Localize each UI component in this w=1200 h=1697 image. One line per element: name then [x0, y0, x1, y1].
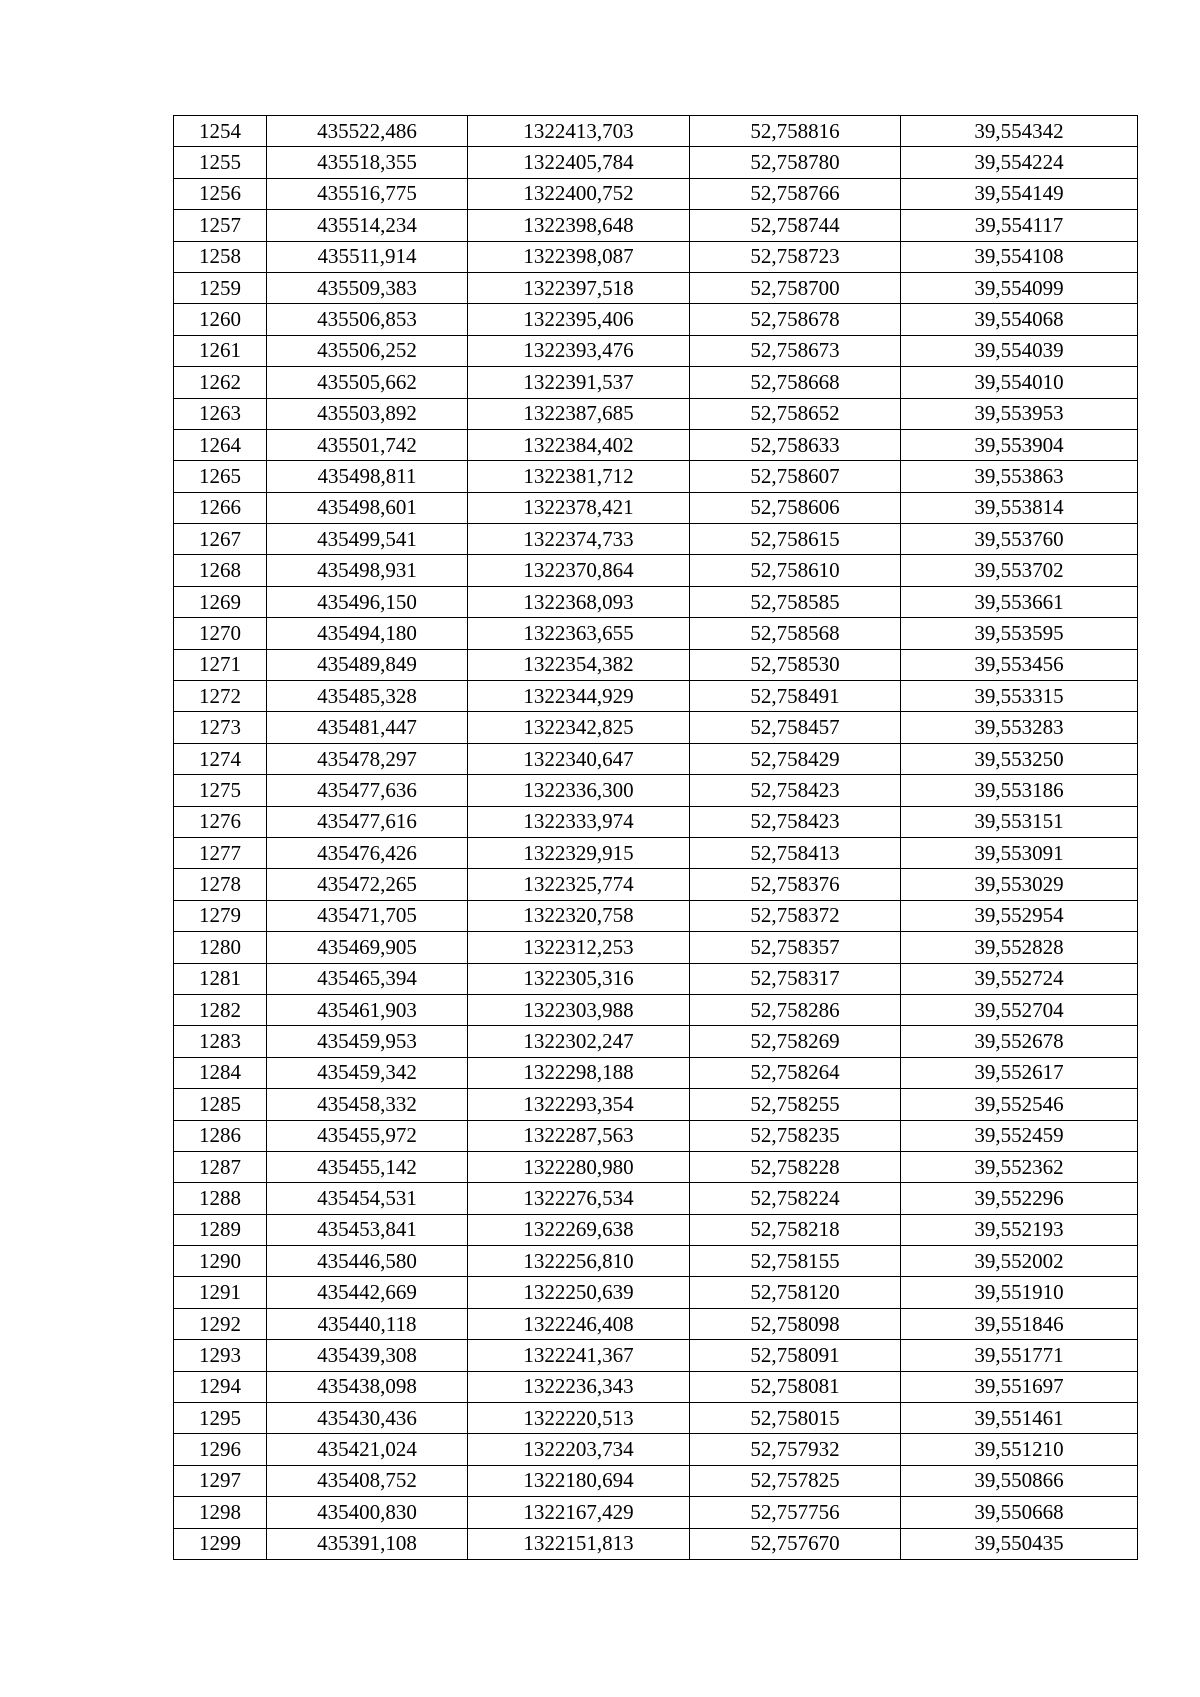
cell-latitude: 52,758372	[690, 900, 901, 931]
table-row	[174, 1183, 1138, 1214]
cell-x-coordinate: 435465,394	[267, 963, 468, 994]
cell-x-coordinate: 435469,905	[267, 932, 468, 963]
cell-latitude: 52,758615	[690, 524, 901, 555]
cell-longitude: 39,553151	[901, 806, 1138, 837]
table-row	[174, 1026, 1138, 1057]
table-row	[174, 586, 1138, 617]
cell-x-coordinate: 435498,931	[267, 555, 468, 586]
cell-longitude: 39,552193	[901, 1214, 1138, 1245]
cell-y-coordinate: 1322393,476	[468, 335, 690, 366]
cell-y-coordinate: 1322374,733	[468, 524, 690, 555]
cell-longitude: 39,554149	[901, 178, 1138, 209]
cell-point-number: 1295	[174, 1403, 267, 1434]
cell-point-number: 1287	[174, 1151, 267, 1182]
cell-latitude: 52,758766	[690, 178, 901, 209]
cell-x-coordinate: 435518,355	[267, 147, 468, 178]
cell-latitude: 52,758286	[690, 994, 901, 1025]
table-row	[174, 806, 1138, 837]
cell-longitude: 39,554108	[901, 241, 1138, 272]
cell-y-coordinate: 1322387,685	[468, 398, 690, 429]
cell-longitude: 39,551846	[901, 1308, 1138, 1339]
cell-y-coordinate: 1322336,300	[468, 775, 690, 806]
cell-longitude: 39,553904	[901, 429, 1138, 460]
table-row	[174, 1497, 1138, 1528]
cell-y-coordinate: 1322397,518	[468, 272, 690, 303]
cell-point-number: 1291	[174, 1277, 267, 1308]
cell-x-coordinate: 435511,914	[267, 241, 468, 272]
cell-longitude: 39,554342	[901, 116, 1138, 147]
cell-longitude: 39,553186	[901, 775, 1138, 806]
cell-x-coordinate: 435476,426	[267, 837, 468, 868]
table-row	[174, 618, 1138, 649]
cell-y-coordinate: 1322405,784	[468, 147, 690, 178]
cell-y-coordinate: 1322398,087	[468, 241, 690, 272]
cell-latitude: 52,758423	[690, 806, 901, 837]
cell-y-coordinate: 1322236,343	[468, 1371, 690, 1402]
table-row	[174, 963, 1138, 994]
cell-longitude: 39,550866	[901, 1465, 1138, 1496]
cell-point-number: 1292	[174, 1308, 267, 1339]
table-row	[174, 994, 1138, 1025]
cell-latitude: 52,758091	[690, 1340, 901, 1371]
table-row	[174, 147, 1138, 178]
cell-latitude: 52,758607	[690, 461, 901, 492]
cell-point-number: 1265	[174, 461, 267, 492]
cell-point-number: 1261	[174, 335, 267, 366]
table-row	[174, 1528, 1138, 1559]
table-row	[174, 116, 1138, 147]
cell-longitude: 39,554068	[901, 304, 1138, 335]
cell-point-number: 1266	[174, 492, 267, 523]
cell-longitude: 39,551771	[901, 1340, 1138, 1371]
cell-longitude: 39,552704	[901, 994, 1138, 1025]
table-row	[174, 555, 1138, 586]
cell-longitude: 39,552617	[901, 1057, 1138, 1088]
cell-longitude: 39,553029	[901, 869, 1138, 900]
cell-x-coordinate: 435439,308	[267, 1340, 468, 1371]
table-row	[174, 1340, 1138, 1371]
cell-latitude: 52,758723	[690, 241, 901, 272]
cell-point-number: 1273	[174, 712, 267, 743]
cell-x-coordinate: 435514,234	[267, 210, 468, 241]
table-row	[174, 304, 1138, 335]
cell-x-coordinate: 435498,811	[267, 461, 468, 492]
cell-x-coordinate: 435516,775	[267, 178, 468, 209]
table-row	[174, 241, 1138, 272]
cell-latitude: 52,758780	[690, 147, 901, 178]
cell-y-coordinate: 1322395,406	[468, 304, 690, 335]
cell-y-coordinate: 1322340,647	[468, 743, 690, 774]
cell-x-coordinate: 435461,903	[267, 994, 468, 1025]
cell-longitude: 39,550435	[901, 1528, 1138, 1559]
cell-latitude: 52,758744	[690, 210, 901, 241]
coordinates-table-body	[174, 116, 1138, 1560]
cell-point-number: 1290	[174, 1246, 267, 1277]
cell-x-coordinate: 435481,447	[267, 712, 468, 743]
cell-x-coordinate: 435471,705	[267, 900, 468, 931]
cell-x-coordinate: 435446,580	[267, 1246, 468, 1277]
table-row	[174, 1465, 1138, 1496]
table-row	[174, 1120, 1138, 1151]
cell-y-coordinate: 1322203,734	[468, 1434, 690, 1465]
cell-x-coordinate: 435477,616	[267, 806, 468, 837]
cell-longitude: 39,553863	[901, 461, 1138, 492]
table-row	[174, 1151, 1138, 1182]
cell-point-number: 1280	[174, 932, 267, 963]
cell-longitude: 39,554039	[901, 335, 1138, 366]
cell-point-number: 1288	[174, 1183, 267, 1214]
cell-x-coordinate: 435458,332	[267, 1089, 468, 1120]
cell-point-number: 1298	[174, 1497, 267, 1528]
cell-y-coordinate: 1322293,354	[468, 1089, 690, 1120]
cell-y-coordinate: 1322287,563	[468, 1120, 690, 1151]
cell-latitude: 52,758413	[690, 837, 901, 868]
cell-point-number: 1285	[174, 1089, 267, 1120]
cell-latitude: 52,758155	[690, 1246, 901, 1277]
cell-latitude: 52,758376	[690, 869, 901, 900]
coordinates-table	[173, 115, 1138, 1560]
cell-latitude: 52,757670	[690, 1528, 901, 1559]
cell-y-coordinate: 1322384,402	[468, 429, 690, 460]
cell-point-number: 1256	[174, 178, 267, 209]
cell-latitude: 52,758568	[690, 618, 901, 649]
cell-longitude: 39,551697	[901, 1371, 1138, 1402]
cell-latitude: 52,758120	[690, 1277, 901, 1308]
cell-x-coordinate: 435430,436	[267, 1403, 468, 1434]
cell-y-coordinate: 1322325,774	[468, 869, 690, 900]
cell-y-coordinate: 1322302,247	[468, 1026, 690, 1057]
table-row	[174, 1089, 1138, 1120]
cell-latitude: 52,758255	[690, 1089, 901, 1120]
cell-y-coordinate: 1322381,712	[468, 461, 690, 492]
cell-point-number: 1282	[174, 994, 267, 1025]
table-row	[174, 1246, 1138, 1277]
cell-point-number: 1293	[174, 1340, 267, 1371]
cell-latitude: 52,758585	[690, 586, 901, 617]
cell-point-number: 1262	[174, 367, 267, 398]
cell-point-number: 1279	[174, 900, 267, 931]
cell-longitude: 39,551910	[901, 1277, 1138, 1308]
cell-x-coordinate: 435498,601	[267, 492, 468, 523]
cell-longitude: 39,554099	[901, 272, 1138, 303]
cell-latitude: 52,758081	[690, 1371, 901, 1402]
cell-latitude: 52,758098	[690, 1308, 901, 1339]
cell-latitude: 52,758317	[690, 963, 901, 994]
cell-point-number: 1260	[174, 304, 267, 335]
cell-point-number: 1299	[174, 1528, 267, 1559]
table-row	[174, 210, 1138, 241]
cell-x-coordinate: 435505,662	[267, 367, 468, 398]
cell-point-number: 1289	[174, 1214, 267, 1245]
cell-x-coordinate: 435408,752	[267, 1465, 468, 1496]
cell-x-coordinate: 435489,849	[267, 649, 468, 680]
table-row	[174, 1277, 1138, 1308]
cell-longitude: 39,553595	[901, 618, 1138, 649]
cell-point-number: 1271	[174, 649, 267, 680]
cell-longitude: 39,553702	[901, 555, 1138, 586]
cell-latitude: 52,758429	[690, 743, 901, 774]
table-row	[174, 429, 1138, 460]
cell-longitude: 39,553661	[901, 586, 1138, 617]
cell-x-coordinate: 435494,180	[267, 618, 468, 649]
cell-longitude: 39,551210	[901, 1434, 1138, 1465]
cell-point-number: 1277	[174, 837, 267, 868]
cell-latitude: 52,758423	[690, 775, 901, 806]
cell-latitude: 52,758678	[690, 304, 901, 335]
cell-y-coordinate: 1322151,813	[468, 1528, 690, 1559]
cell-point-number: 1275	[174, 775, 267, 806]
cell-latitude: 52,758668	[690, 367, 901, 398]
cell-latitude: 52,758606	[690, 492, 901, 523]
cell-y-coordinate: 1322276,534	[468, 1183, 690, 1214]
cell-y-coordinate: 1322280,980	[468, 1151, 690, 1182]
cell-x-coordinate: 435485,328	[267, 681, 468, 712]
cell-point-number: 1281	[174, 963, 267, 994]
cell-point-number: 1276	[174, 806, 267, 837]
cell-x-coordinate: 435421,024	[267, 1434, 468, 1465]
cell-longitude: 39,553091	[901, 837, 1138, 868]
table-row	[174, 649, 1138, 680]
cell-latitude: 52,758491	[690, 681, 901, 712]
cell-longitude: 39,553814	[901, 492, 1138, 523]
cell-latitude: 52,758264	[690, 1057, 901, 1088]
table-row	[174, 492, 1138, 523]
cell-latitude: 52,758652	[690, 398, 901, 429]
table-row	[174, 712, 1138, 743]
cell-longitude: 39,552678	[901, 1026, 1138, 1057]
cell-x-coordinate: 435459,953	[267, 1026, 468, 1057]
table-row	[174, 272, 1138, 303]
cell-y-coordinate: 1322333,974	[468, 806, 690, 837]
table-row	[174, 461, 1138, 492]
cell-latitude: 52,758015	[690, 1403, 901, 1434]
cell-y-coordinate: 1322220,513	[468, 1403, 690, 1434]
cell-latitude: 52,758816	[690, 116, 901, 147]
cell-x-coordinate: 435453,841	[267, 1214, 468, 1245]
cell-y-coordinate: 1322363,655	[468, 618, 690, 649]
cell-latitude: 52,758357	[690, 932, 901, 963]
cell-latitude: 52,758700	[690, 272, 901, 303]
cell-x-coordinate: 435459,342	[267, 1057, 468, 1088]
table-row	[174, 524, 1138, 555]
cell-latitude: 52,758235	[690, 1120, 901, 1151]
cell-x-coordinate: 435501,742	[267, 429, 468, 460]
table-row	[174, 367, 1138, 398]
cell-y-coordinate: 1322378,421	[468, 492, 690, 523]
cell-x-coordinate: 435503,892	[267, 398, 468, 429]
cell-longitude: 39,550668	[901, 1497, 1138, 1528]
cell-y-coordinate: 1322413,703	[468, 116, 690, 147]
cell-longitude: 39,552362	[901, 1151, 1138, 1182]
cell-point-number: 1257	[174, 210, 267, 241]
cell-x-coordinate: 435478,297	[267, 743, 468, 774]
cell-point-number: 1278	[174, 869, 267, 900]
cell-longitude: 39,552724	[901, 963, 1138, 994]
cell-point-number: 1283	[174, 1026, 267, 1057]
cell-point-number: 1269	[174, 586, 267, 617]
cell-latitude: 52,757932	[690, 1434, 901, 1465]
table-row	[174, 178, 1138, 209]
cell-longitude: 39,552546	[901, 1089, 1138, 1120]
cell-x-coordinate: 435522,486	[267, 116, 468, 147]
table-row	[174, 1434, 1138, 1465]
cell-y-coordinate: 1322368,093	[468, 586, 690, 617]
table-row	[174, 932, 1138, 963]
cell-x-coordinate: 435454,531	[267, 1183, 468, 1214]
cell-x-coordinate: 435455,972	[267, 1120, 468, 1151]
cell-x-coordinate: 435440,118	[267, 1308, 468, 1339]
cell-point-number: 1254	[174, 116, 267, 147]
cell-longitude: 39,554224	[901, 147, 1138, 178]
cell-longitude: 39,552459	[901, 1120, 1138, 1151]
cell-x-coordinate: 435509,383	[267, 272, 468, 303]
cell-x-coordinate: 435496,150	[267, 586, 468, 617]
cell-x-coordinate: 435477,636	[267, 775, 468, 806]
cell-y-coordinate: 1322398,648	[468, 210, 690, 241]
cell-x-coordinate: 435455,142	[267, 1151, 468, 1182]
cell-point-number: 1297	[174, 1465, 267, 1496]
table-row	[174, 335, 1138, 366]
cell-longitude: 39,552002	[901, 1246, 1138, 1277]
table-row	[174, 1214, 1138, 1245]
cell-longitude: 39,552828	[901, 932, 1138, 963]
cell-longitude: 39,553456	[901, 649, 1138, 680]
cell-x-coordinate: 435391,108	[267, 1528, 468, 1559]
cell-longitude: 39,553760	[901, 524, 1138, 555]
cell-point-number: 1268	[174, 555, 267, 586]
cell-y-coordinate: 1322354,382	[468, 649, 690, 680]
table-row	[174, 775, 1138, 806]
table-row	[174, 837, 1138, 868]
table-row	[174, 743, 1138, 774]
cell-y-coordinate: 1322246,408	[468, 1308, 690, 1339]
cell-x-coordinate: 435442,669	[267, 1277, 468, 1308]
cell-y-coordinate: 1322329,915	[468, 837, 690, 868]
cell-y-coordinate: 1322167,429	[468, 1497, 690, 1528]
cell-latitude: 52,758224	[690, 1183, 901, 1214]
cell-longitude: 39,552296	[901, 1183, 1138, 1214]
table-row	[174, 869, 1138, 900]
cell-longitude: 39,553283	[901, 712, 1138, 743]
cell-x-coordinate: 435438,098	[267, 1371, 468, 1402]
table-row	[174, 1371, 1138, 1402]
cell-longitude: 39,554010	[901, 367, 1138, 398]
cell-latitude: 52,758530	[690, 649, 901, 680]
table-row	[174, 1057, 1138, 1088]
cell-latitude: 52,757756	[690, 1497, 901, 1528]
cell-point-number: 1259	[174, 272, 267, 303]
cell-y-coordinate: 1322180,694	[468, 1465, 690, 1496]
cell-point-number: 1284	[174, 1057, 267, 1088]
cell-point-number: 1258	[174, 241, 267, 272]
cell-point-number: 1270	[174, 618, 267, 649]
cell-latitude: 52,758269	[690, 1026, 901, 1057]
cell-y-coordinate: 1322400,752	[468, 178, 690, 209]
cell-longitude: 39,554117	[901, 210, 1138, 241]
cell-latitude: 52,758673	[690, 335, 901, 366]
cell-longitude: 39,553250	[901, 743, 1138, 774]
cell-x-coordinate: 435506,252	[267, 335, 468, 366]
cell-y-coordinate: 1322305,316	[468, 963, 690, 994]
table-row	[174, 1403, 1138, 1434]
cell-y-coordinate: 1322256,810	[468, 1246, 690, 1277]
cell-x-coordinate: 435400,830	[267, 1497, 468, 1528]
cell-x-coordinate: 435506,853	[267, 304, 468, 335]
table-row	[174, 1308, 1138, 1339]
cell-longitude: 39,552954	[901, 900, 1138, 931]
cell-point-number: 1263	[174, 398, 267, 429]
cell-y-coordinate: 1322342,825	[468, 712, 690, 743]
cell-y-coordinate: 1322320,758	[468, 900, 690, 931]
cell-y-coordinate: 1322250,639	[468, 1277, 690, 1308]
cell-point-number: 1272	[174, 681, 267, 712]
cell-latitude: 52,757825	[690, 1465, 901, 1496]
cell-point-number: 1267	[174, 524, 267, 555]
cell-y-coordinate: 1322344,929	[468, 681, 690, 712]
cell-y-coordinate: 1322312,253	[468, 932, 690, 963]
cell-point-number: 1294	[174, 1371, 267, 1402]
cell-longitude: 39,553953	[901, 398, 1138, 429]
cell-y-coordinate: 1322241,367	[468, 1340, 690, 1371]
cell-longitude: 39,553315	[901, 681, 1138, 712]
cell-latitude: 52,758633	[690, 429, 901, 460]
cell-y-coordinate: 1322303,988	[468, 994, 690, 1025]
cell-y-coordinate: 1322269,638	[468, 1214, 690, 1245]
cell-point-number: 1296	[174, 1434, 267, 1465]
table-row	[174, 900, 1138, 931]
cell-latitude: 52,758610	[690, 555, 901, 586]
cell-point-number: 1274	[174, 743, 267, 774]
cell-x-coordinate: 435472,265	[267, 869, 468, 900]
table-row	[174, 398, 1138, 429]
table-row	[174, 681, 1138, 712]
cell-point-number: 1264	[174, 429, 267, 460]
cell-point-number: 1286	[174, 1120, 267, 1151]
cell-point-number: 1255	[174, 147, 267, 178]
cell-latitude: 52,758457	[690, 712, 901, 743]
cell-latitude: 52,758228	[690, 1151, 901, 1182]
cell-y-coordinate: 1322370,864	[468, 555, 690, 586]
cell-latitude: 52,758218	[690, 1214, 901, 1245]
cell-x-coordinate: 435499,541	[267, 524, 468, 555]
cell-longitude: 39,551461	[901, 1403, 1138, 1434]
cell-y-coordinate: 1322298,188	[468, 1057, 690, 1088]
cell-y-coordinate: 1322391,537	[468, 367, 690, 398]
